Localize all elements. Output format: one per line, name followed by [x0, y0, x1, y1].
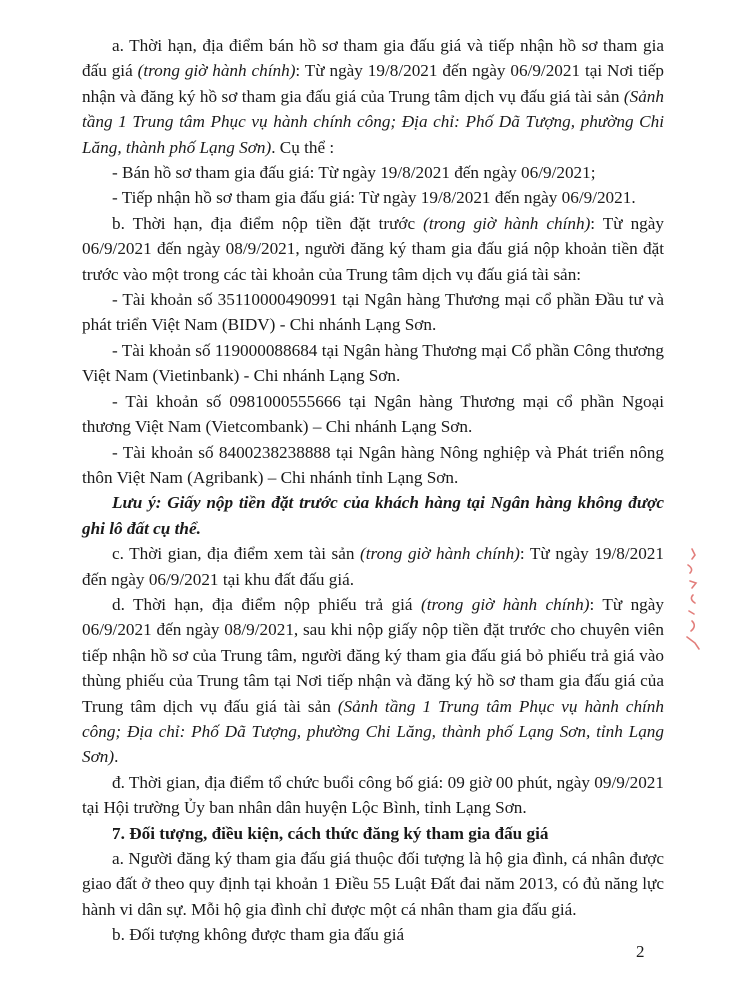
paragraph: [82, 821, 664, 846]
paragraph: [82, 287, 664, 338]
paragraph: [82, 211, 664, 287]
text-segment: - Tiếp nhận hồ sơ tham gia đấu giá: Từ ngày 19/8/2021 đến ngày 06/9/2021.: [112, 188, 636, 208]
text-segment: - Tài khoản số 8400238238888 tại Ngân hàng Nông nghiệp và Phát triển nông thôn Việt Nam (Agribank) – Chi nhánh tỉnh Lạng Sơn.: [82, 442, 664, 487]
text-segment-b: 7. Đối tượng, điều kiện, cách thức đăng ký tham gia đấu giá: [112, 823, 549, 843]
text-segment: d. Thời hạn, địa điểm nộp phiếu trả giá: [112, 594, 421, 614]
text-segment: .: [114, 747, 119, 767]
paragraph: [82, 922, 664, 947]
text-segment: b. Đối tượng không được tham gia đấu giá: [112, 925, 405, 945]
paragraph: [82, 160, 664, 185]
text-segment: - Bán hồ sơ tham gia đấu giá: Từ ngày 19/8/2021 đến ngày 06/9/2021;: [112, 163, 596, 183]
text-segment-i: (Sảnh tầng 1 Trung tâm Phục vụ hành chính công; Địa chỉ: Phố Dã Tượng, phường Chi Lăng, thành phố Lạng Sơn, tỉnh Lạng Sơn): [82, 696, 664, 767]
page-number: 2: [636, 942, 645, 961]
text-segment-i: (trong giờ hành chính): [420, 594, 590, 614]
text-segment-i: (Sảnh tầng 1 Trung tâm Phục vụ hành chính công; Địa chỉ: Phố Dã Tượng, phường Chi Lăng, thành phố Lạng Sơn): [82, 86, 664, 157]
text-segment: : Từ ngày 06/9/2021 đến ngày 08/9/2021, sau khi nộp giấy nộp tiền đặt trước cho chuyên viên tiếp nhận hồ sơ của Trung tâm, người đăng ký tham gia đấu giá bỏ phiếu trả giá vào thùng phiếu của Trung tâm tại Nơi tiếp nhận và đăng ký hồ sơ tham gia đấu giá của Trung tâm dịch vụ đấu giá tài sản: [82, 594, 664, 716]
text-segment: đ. Thời gian, địa điểm tổ chức buổi công bố giá: 09 giờ 00 phút, ngày 09/9/2021 tại Hội trường Ủy ban nhân dân huyện Lộc Bình, tỉnh Lạng Sơn.: [82, 772, 664, 818]
text-segment: : Từ ngày 19/8/2021 đến ngày 06/9/2021 tại khu đất đấu giá.: [82, 544, 664, 589]
document-body: [82, 33, 664, 948]
text-segment: - Tài khoản số 119000088684 tại Ngân hàng Thương mại Cổ phần Công thương Việt Nam (Vietinbank) - Chi nhánh Lạng Sơn.: [82, 340, 664, 386]
text-segment-i: (trong giờ hành chính): [360, 544, 520, 564]
paragraph: [82, 846, 664, 922]
text-segment: : Từ ngày 19/8/2021 đến ngày 06/9/2021 tại Nơi tiếp nhận và đăng ký hồ sơ tham gia đấu giá của Trung tâm dịch vụ đấu giá tài sản: [82, 61, 664, 106]
paragraph: [82, 490, 664, 541]
text-segment: : Từ ngày 06/9/2021 đến ngày 08/9/2021, người đăng ký tham gia đấu giá nộp khoản tiền đặt trước vào một trong các tài khoản của Trung tâm dịch vụ đấu giá tài sản:: [82, 213, 664, 284]
text-segment: b. Thời hạn, địa điểm nộp tiền đặt trước: [112, 213, 424, 233]
paragraph: [82, 185, 664, 210]
text-segment-i: (trong giờ hành chính): [137, 61, 296, 81]
text-segment: a. Thời hạn, địa điểm bán hồ sơ tham gia đấu giá và tiếp nhận hồ sơ tham gia đấu giá: [82, 36, 664, 81]
paragraph: [82, 33, 664, 160]
paragraph: [82, 338, 664, 389]
paragraph: [82, 389, 664, 440]
paragraph: [82, 440, 664, 491]
text-segment: a. Người đăng ký tham gia đấu giá thuộc đối tượng là hộ gia đình, cá nhân được giao đất ở theo quy định tại khoản 1 Điều 55 Luật Đất đai năm 2013, có đủ năng lực hành vi dân sự. Mỗi hộ gia đình chỉ được một cá nhân tham gia đấu giá.: [82, 849, 664, 919]
text-segment: - Tài khoản số 35110000490991 tại Ngân hàng Thương mại cổ phần Đầu tư và phát triển Việt Nam (BIDV) - Chi nhánh Lạng Sơn.: [82, 290, 664, 335]
paragraph: [82, 770, 664, 821]
text-segment: . Cụ thể :: [271, 137, 335, 157]
text-segment-i: (trong giờ hành chính): [423, 213, 591, 233]
red-stamp-mark: [678, 545, 708, 655]
paragraph: [82, 541, 664, 592]
paragraph: [82, 592, 664, 770]
text-segment-bi: Lưu ý: Giấy nộp tiền đặt trước của khách hàng tại Ngân hàng không được ghi lô đất cụ thể.: [82, 493, 664, 538]
text-segment: c. Thời gian, địa điểm xem tài sản: [112, 544, 361, 564]
text-segment: - Tài khoản số 0981000555666 tại Ngân hàng Thương mại cổ phần Ngoại thương Việt Nam (Vietcombank) – Chi nhánh Lạng Sơn.: [82, 391, 664, 437]
